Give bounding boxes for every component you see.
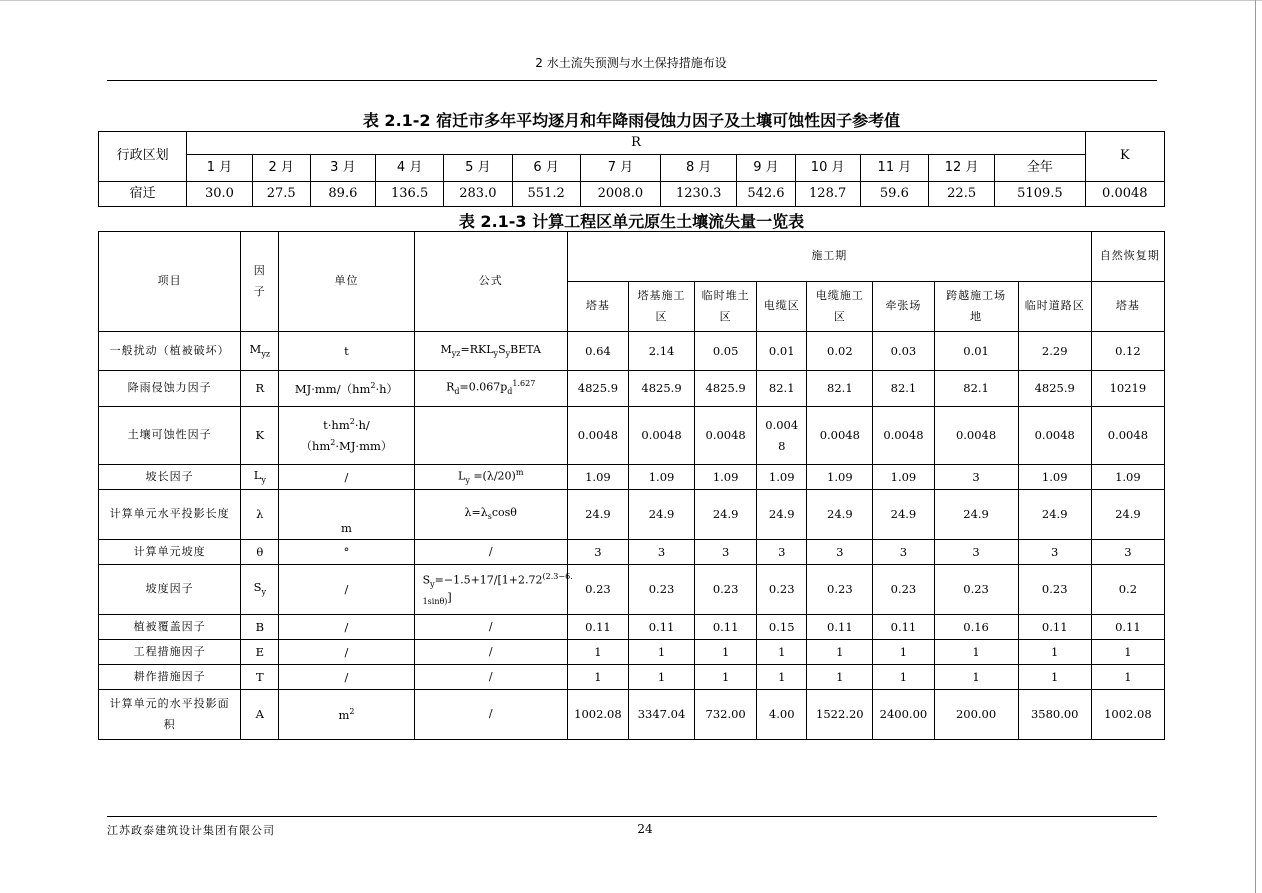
value-cell: 0.0048 [934,407,1018,465]
table1-caption: 表 2.1-2 宿迁市多年平均逐月和年降雨侵蚀力因子及土壤可蚀性因子参考值 [362,111,901,130]
r-value-cell: 5109.5 [995,182,1085,207]
value-cell: 0.03 [873,332,934,371]
k-value-cell: 0.0048 [1085,182,1164,207]
value-cell: 1 [757,665,807,690]
table2-caption: 表 2.1-3 计算工程区单元原生土壤流失量一览表 [458,212,805,231]
unit-cell: / [279,640,414,665]
month-header: 8 月 [661,155,737,182]
item-cell: 土壤可蚀性因子 [99,407,241,465]
r-value-cell: 89.6 [310,182,375,207]
value-cell: 24.9 [934,490,1018,540]
factor-cell [241,565,279,615]
unit-cell: $MJ\cdot mm/(hm^2\cdot h)$ [279,371,414,407]
month-header-row [99,155,1165,182]
value-cell: 1.09 [873,465,934,490]
value-cell: 0.0048 [873,407,934,465]
zone-header: 电缆区 [757,282,807,332]
r-value-cell: 22.5 [929,182,995,207]
r-value-cell: 2008.0 [580,182,660,207]
page-header: 2 水土流失预测与水土保持措施布设 [535,56,727,70]
value-cell: 0.23 [695,565,757,615]
region-header: 行政区划 [99,132,187,182]
value-cell: 4825.9 [567,371,628,407]
value-cell: 1 [934,665,1018,690]
value-cell: 200.00 [934,690,1018,740]
value-cell: 1.09 [1091,465,1164,490]
value-cell: 1002.08 [567,690,628,740]
item-cell: 计算单元的水平投影面积 [99,690,241,740]
value-cell: 0.01 [757,332,807,371]
value-cell: 0.11 [628,615,694,640]
footer-company: 江苏政泰建筑设计集团有限公司 [107,824,275,837]
table-row [99,332,1165,371]
value-cell: 24.9 [757,490,807,540]
value-cell: 1 [934,640,1018,665]
formula-cell: / [414,640,567,665]
value-cell: 4.00 [757,690,807,740]
factor-cell [241,465,279,490]
value-cell: 3 [934,540,1018,565]
r-value-cell: 128.7 [795,182,860,207]
r-value-cell: 1230.3 [661,182,737,207]
factor-header: 因子 [241,232,279,332]
r-value-cell: 27.5 [252,182,310,207]
value-cell: 0.02 [807,332,873,371]
value-cell: 0.0048 [567,407,628,465]
factor-symbol: S [253,580,262,595]
value-cell: 2.14 [628,332,694,371]
factor-symbol: A [255,707,264,722]
formula-cell: $M_{yz}=RKL_yS_yBETA$ [414,332,567,371]
month-header: 全年 [995,155,1085,182]
value-cell: 1.09 [567,465,628,490]
table-row [99,565,1165,615]
factor-cell [241,490,279,540]
factor-symbol: M [249,341,262,356]
item-cell: 植被覆盖因子 [99,615,241,640]
value-cell: 3 [873,540,934,565]
value-cell: 3 [628,540,694,565]
value-cell: 3580.00 [1018,690,1091,740]
factor-cell [241,371,279,407]
factor-cell [241,540,279,565]
formula-cell: / [414,665,567,690]
value-cell: 0.11 [1091,615,1164,640]
factor-cell [241,665,279,690]
value-cell: 82.1 [807,371,873,407]
item-cell: 一般扰动（植被破坏） [99,332,241,371]
factor-cell [241,690,279,740]
value-cell: 0.11 [567,615,628,640]
zone-header: 电缆施工区 [807,282,873,332]
unit-cell: / [279,565,414,615]
value-cell: 1.09 [1018,465,1091,490]
value-cell: 1 [567,640,628,665]
value-cell: 1 [807,665,873,690]
value-cell: 1522.20 [807,690,873,740]
construction-period-header: 施工期 [567,232,1091,282]
value-cell: 0.2 [1091,565,1164,615]
zone-header: 塔基施工区 [628,282,694,332]
month-header: 4 月 [376,155,444,182]
r-value-cell: 283.0 [444,182,512,207]
value-cell: 1 [1091,640,1164,665]
value-cell: 10219 [1091,371,1164,407]
zone-header: 跨越施工场地 [934,282,1018,332]
table-row [99,407,1165,465]
unit-cell: $t\cdot hm^2\cdot h/$ $(hm^2\cdot MJ\cdot mm)$ [279,407,414,465]
value-cell: 3347.04 [628,690,694,740]
value-cell: 3 [934,465,1018,490]
value-cell: 1 [807,640,873,665]
month-header: 11 月 [860,155,928,182]
table-row [99,615,1165,640]
value-cell: 4825.9 [695,371,757,407]
value-cell: 0.12 [1091,332,1164,371]
r-header: R [187,132,1085,155]
r-value-cell: 136.5 [376,182,444,207]
value-cell: 4825.9 [628,371,694,407]
unit-cell: / [279,615,414,640]
factor-cell [241,640,279,665]
header-rule [107,80,1157,81]
factor-cell [241,332,279,371]
value-cell: 24.9 [807,490,873,540]
table-row [99,665,1165,690]
value-cell: 0.23 [628,565,694,615]
value-cell: 1.09 [628,465,694,490]
zone-header: 塔基 [1091,282,1164,332]
item-cell: 工程措施因子 [99,640,241,665]
value-cell: 0.0048 [695,407,757,465]
table-row [99,490,1165,540]
formula-cell: $S_y=-1.5+17/[1+2.72^{(2.3-6.}$ $_{1sin\theta)}$] [414,565,567,615]
value-cell: 0.23 [1018,565,1091,615]
factor-symbol: λ [256,507,264,522]
factor-subscript: y [261,587,266,597]
r-value-cell: 59.6 [860,182,928,207]
month-header: 7 月 [580,155,660,182]
factor-symbol: R [255,381,265,396]
value-cell: 0.0048 [628,407,694,465]
value-cell: 0.004 8 [757,407,807,465]
value-cell: 0.0048 [1018,407,1091,465]
value-cell: 0.23 [757,565,807,615]
table-row [99,371,1165,407]
value-cell: 3 [1018,540,1091,565]
value-cell: 1.09 [807,465,873,490]
formula-cell: / [414,615,567,640]
formula-cell [414,407,567,465]
footer-rule [107,816,1157,817]
value-cell: 24.9 [1018,490,1091,540]
formula-cell: / [414,690,567,740]
value-cell: 3 [757,540,807,565]
value-cell: 1 [873,665,934,690]
factor-subscript: y [261,475,266,485]
value-cell: 1 [873,640,934,665]
zone-header: 临时堆土区 [695,282,757,332]
value-cell: 24.9 [567,490,628,540]
unit-cell: / [279,465,414,490]
factor-cell [241,615,279,640]
value-cell: 0.11 [1018,615,1091,640]
month-header: 1 月 [187,155,252,182]
value-cell: 0.23 [567,565,628,615]
formula-cell: / [414,540,567,565]
item-header: 项目 [99,232,241,332]
month-header: 2 月 [252,155,310,182]
month-header: 3 月 [310,155,375,182]
value-cell: 1 [757,640,807,665]
value-cell: 24.9 [1091,490,1164,540]
value-cell: 82.1 [934,371,1018,407]
value-cell: 0.16 [934,615,1018,640]
formula-cell: $L_y =(\lambda/20)^m$ [414,465,567,490]
value-cell: 1.09 [695,465,757,490]
r-value-cell: 542.6 [737,182,795,207]
value-cell: 4825.9 [1018,371,1091,407]
page-top-border [0,0,1262,1]
suqian-row [99,182,1165,207]
factor-symbol: L [253,467,262,482]
value-cell: 0.11 [807,615,873,640]
item-cell: 耕作措施因子 [99,665,241,690]
recovery-period-header: 自然恢复期 [1091,232,1164,282]
formula-cell: $R_d=0.067p_d^{1.627}$ [414,371,567,407]
item-cell: 计算单元坡度 [99,540,241,565]
unit-header: 单位 [279,232,414,332]
value-cell: 1 [567,665,628,690]
month-header: 10 月 [795,155,860,182]
item-cell: 计算单元水平投影长度 [99,490,241,540]
unit-cell: ° [279,540,414,565]
value-cell: 3 [807,540,873,565]
value-cell: 0.23 [807,565,873,615]
zone-header: 临时道路区 [1018,282,1091,332]
item-cell: 降雨侵蚀力因子 [99,371,241,407]
value-cell: 0.05 [695,332,757,371]
value-cell: 1002.08 [1091,690,1164,740]
factor-symbol: B [255,619,265,634]
rainfall-erosivity-table [98,131,1165,207]
value-cell: 24.9 [695,490,757,540]
formula-cell: $\lambda=\lambda_s\cos\theta$ [414,490,567,540]
value-cell: 0.01 [934,332,1018,371]
zone-header: 牵张场 [873,282,934,332]
month-header: 6 月 [512,155,580,182]
soil-loss-table [98,231,1165,740]
value-cell: 1 [628,665,694,690]
value-cell: 3 [695,540,757,565]
month-header: 9 月 [737,155,795,182]
factor-symbol: θ [256,544,264,559]
value-cell: 1 [1018,665,1091,690]
unit-cell: t [279,332,414,371]
month-header: 5 月 [444,155,512,182]
value-cell: 2.29 [1018,332,1091,371]
region-cell: 宿迁 [99,182,187,207]
table-row [99,540,1165,565]
value-cell: 1.09 [757,465,807,490]
unit-cell: / [279,665,414,690]
item-cell: 坡度因子 [99,565,241,615]
value-cell: 0.0048 [807,407,873,465]
value-cell: 0.64 [567,332,628,371]
value-cell: 1 [695,640,757,665]
k-header: K [1085,132,1164,182]
value-cell: 1 [695,665,757,690]
factor-symbol: E [255,644,264,659]
value-cell: 732.00 [695,690,757,740]
value-cell: 82.1 [757,371,807,407]
zone-header: 塔基 [567,282,628,332]
value-cell: 0.0048 [1091,407,1164,465]
value-cell: 24.9 [628,490,694,540]
r-value-cell: 551.2 [512,182,580,207]
factor-symbol: K [255,428,265,443]
unit-cell: m [279,490,414,540]
value-cell: 0.23 [873,565,934,615]
value-cell: 0.15 [757,615,807,640]
value-cell: 82.1 [873,371,934,407]
value-cell: 1 [1091,665,1164,690]
table-row [99,640,1165,665]
value-cell: 2400.00 [873,690,934,740]
value-cell: 3 [567,540,628,565]
value-cell: 24.9 [873,490,934,540]
value-cell: 0.23 [934,565,1018,615]
value-cell: 1 [628,640,694,665]
formula-header: 公式 [414,232,567,332]
value-cell: 3 [1091,540,1164,565]
value-cell: 0.11 [873,615,934,640]
page-number: 24 [637,822,653,836]
factor-subscript: yz [261,349,271,359]
table-row [99,465,1165,490]
page-right-border [1255,0,1256,893]
month-header: 12 月 [929,155,995,182]
value-cell: 0.11 [695,615,757,640]
factor-cell [241,407,279,465]
value-cell: 1 [1018,640,1091,665]
r-value-cell: 30.0 [187,182,252,207]
unit-cell: $m^2$ [279,690,414,740]
table-row [99,690,1165,740]
item-cell: 坡长因子 [99,465,241,490]
factor-symbol: T [255,669,264,684]
